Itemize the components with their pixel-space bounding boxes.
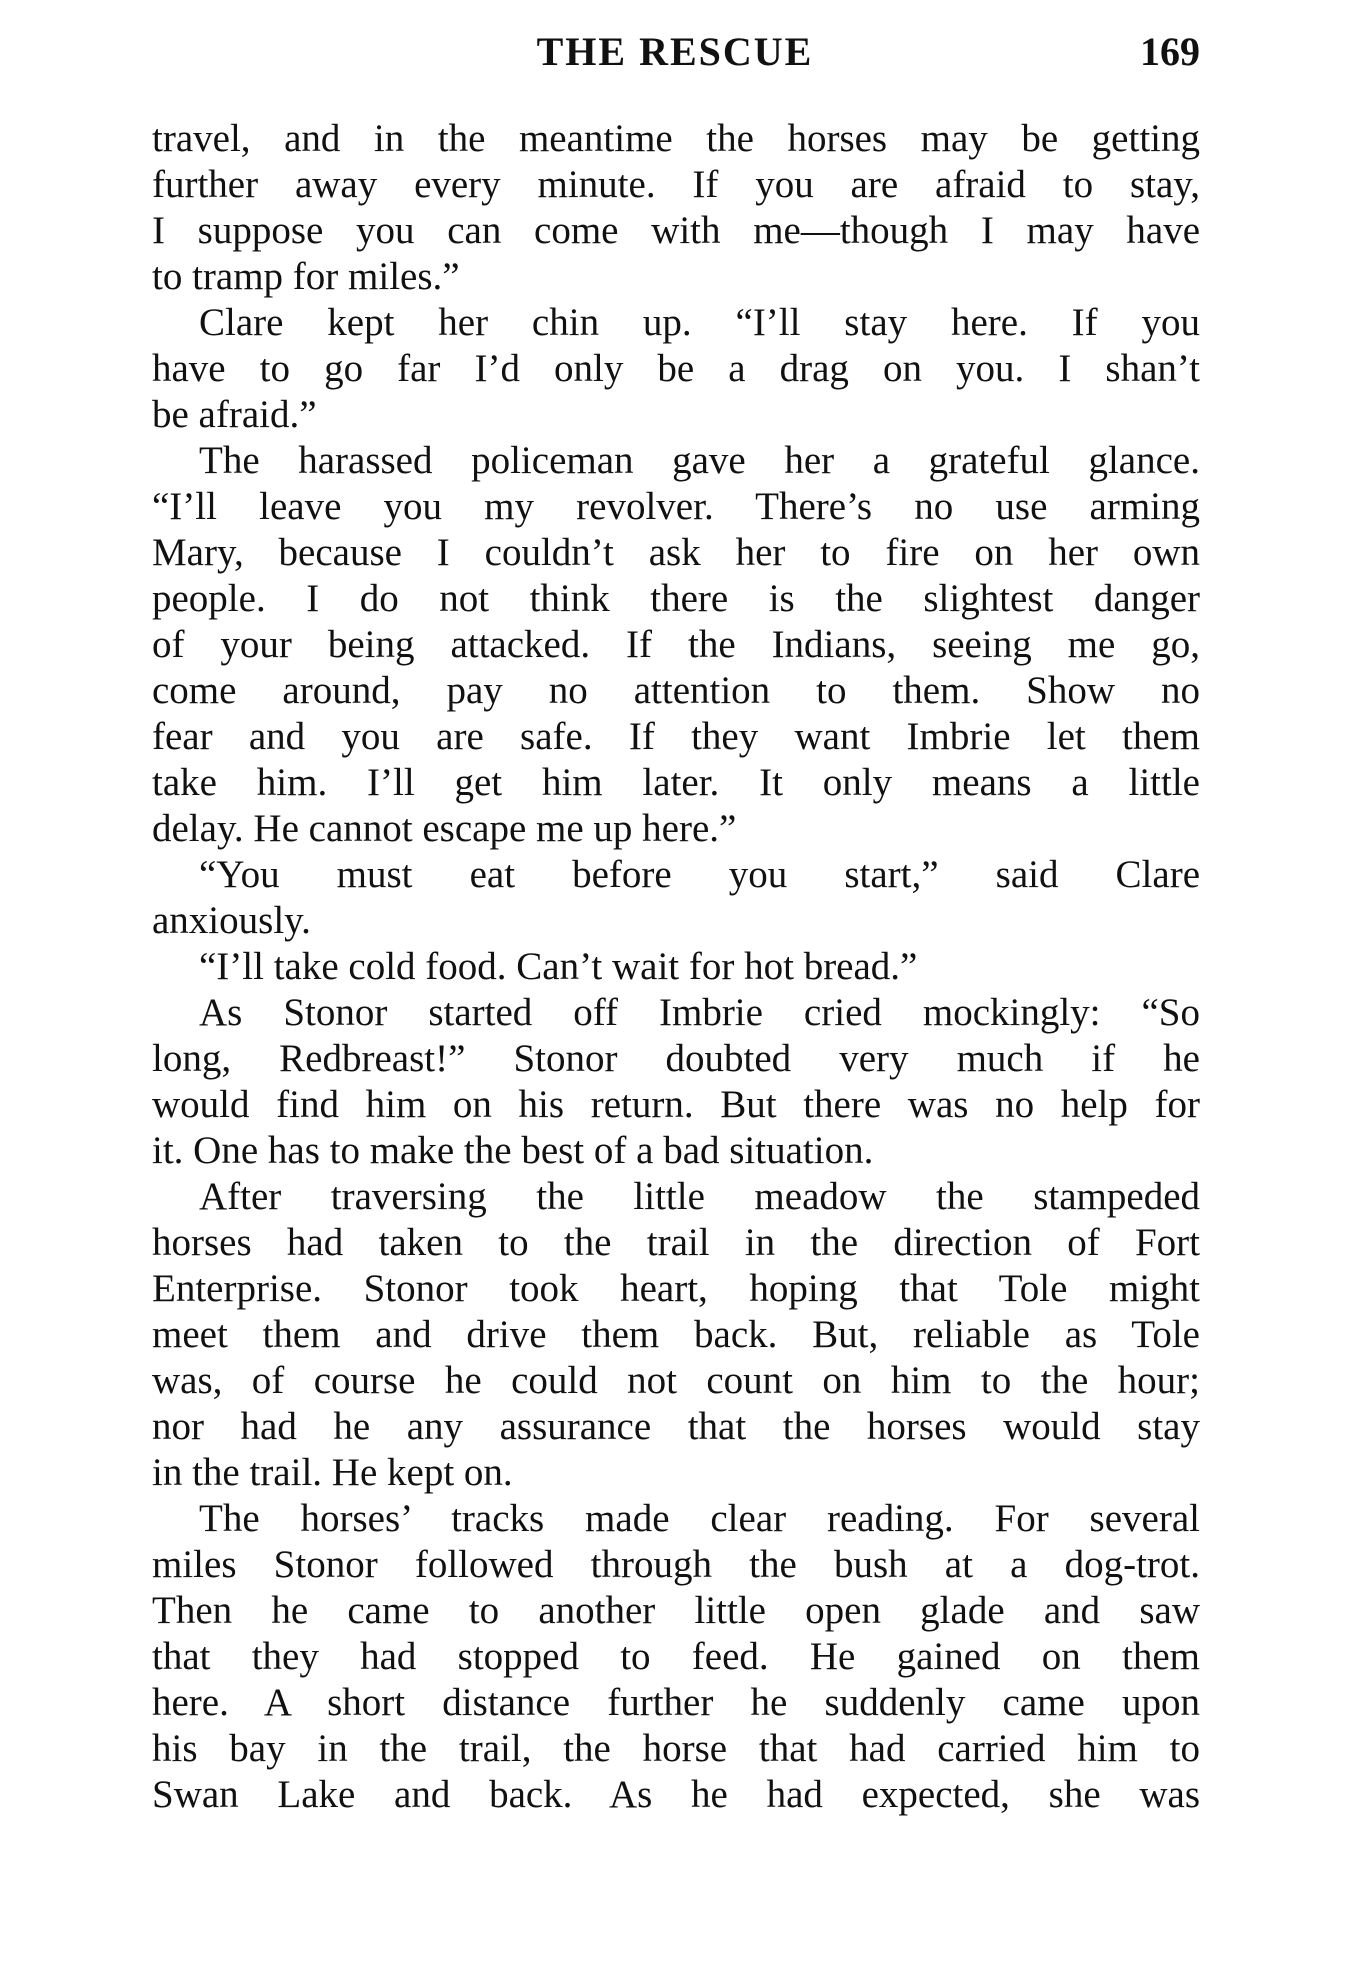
text-line: delay. He cannot escape me up here.” [152, 807, 737, 850]
text-line: Enterprise. Stonor took heart, hoping that Tole might [152, 1267, 1200, 1310]
text-line: of your being attacked. If the Indians, seeing me go, [152, 623, 1200, 666]
text-line: fear and you are safe. If they want Imbrie let them [152, 715, 1200, 758]
text-line: anxiously. [152, 899, 311, 942]
text-line: horses had taken to the trail in the direction of Fort [152, 1221, 1200, 1264]
text-line: was, of course he could not count on him to the hour; [152, 1359, 1200, 1402]
text-line: long, Redbreast!” Stonor doubted very much if he [152, 1037, 1200, 1080]
text-line: meet them and drive them back. But, reliable as Tole [152, 1313, 1200, 1356]
text-line: nor had he any assurance that the horses would stay [152, 1405, 1200, 1448]
text-line: The harassed policeman gave her a grateful glance. [199, 439, 1200, 482]
text-line: come around, pay no attention to them. Show no [152, 669, 1200, 712]
text-line: As Stonor started off Imbrie cried mockingly: “So [199, 991, 1200, 1034]
text-line: Mary, because I couldn’t ask her to fire on her own [152, 531, 1200, 574]
text-line: “You must eat before you start,” said Clare [199, 853, 1200, 896]
text-line: to tramp for miles.” [152, 255, 460, 298]
text-line: it. One has to make the best of a bad situation. [152, 1129, 874, 1172]
text-line: here. A short distance further he suddenly came upon [152, 1681, 1200, 1724]
text-line: would find him on his return. But there was no help for [152, 1083, 1200, 1126]
page-number: 169 [1140, 29, 1200, 74]
text-line: take him. I’ll get him later. It only means a little [152, 761, 1200, 804]
chapter-title: THE RESCUE [536, 29, 814, 74]
text-line: further away every minute. If you are afraid to stay, [152, 163, 1200, 206]
text-line: After traversing the little meadow the stampeded [199, 1175, 1200, 1218]
text-line: his bay in the trail, the horse that had carried him to [152, 1727, 1200, 1770]
text-line: people. I do not think there is the slightest danger [152, 577, 1200, 620]
text-line: Clare kept her chin up. “I’ll stay here. If you [199, 301, 1200, 344]
text-line: have to go far I’d only be a drag on you. I shan’t [152, 347, 1200, 390]
text-line: Swan Lake and back. As he had expected, she was [152, 1773, 1200, 1816]
text-line: in the trail. He kept on. [152, 1451, 513, 1494]
text-line: “I’ll leave you my revolver. There’s no use arming [152, 485, 1200, 528]
text-line: I suppose you can come with me—though I may have [152, 209, 1200, 252]
text-line: The horses’ tracks made clear reading. For several [199, 1497, 1200, 1540]
text-line: that they had stopped to feed. He gained on them [152, 1635, 1200, 1678]
text-line: be afraid.” [152, 393, 317, 436]
body-text [152, 116, 1200, 1818]
text-line: travel, and in the meantime the horses may be getting [152, 117, 1200, 160]
text-line: “I’ll take cold food. Can’t wait for hot bread.” [199, 945, 918, 988]
text-line: Then he came to another little open glade and saw [152, 1589, 1200, 1632]
running-head [150, 22, 1200, 82]
text-line: miles Stonor followed through the bush at a dog-trot. [152, 1543, 1200, 1586]
